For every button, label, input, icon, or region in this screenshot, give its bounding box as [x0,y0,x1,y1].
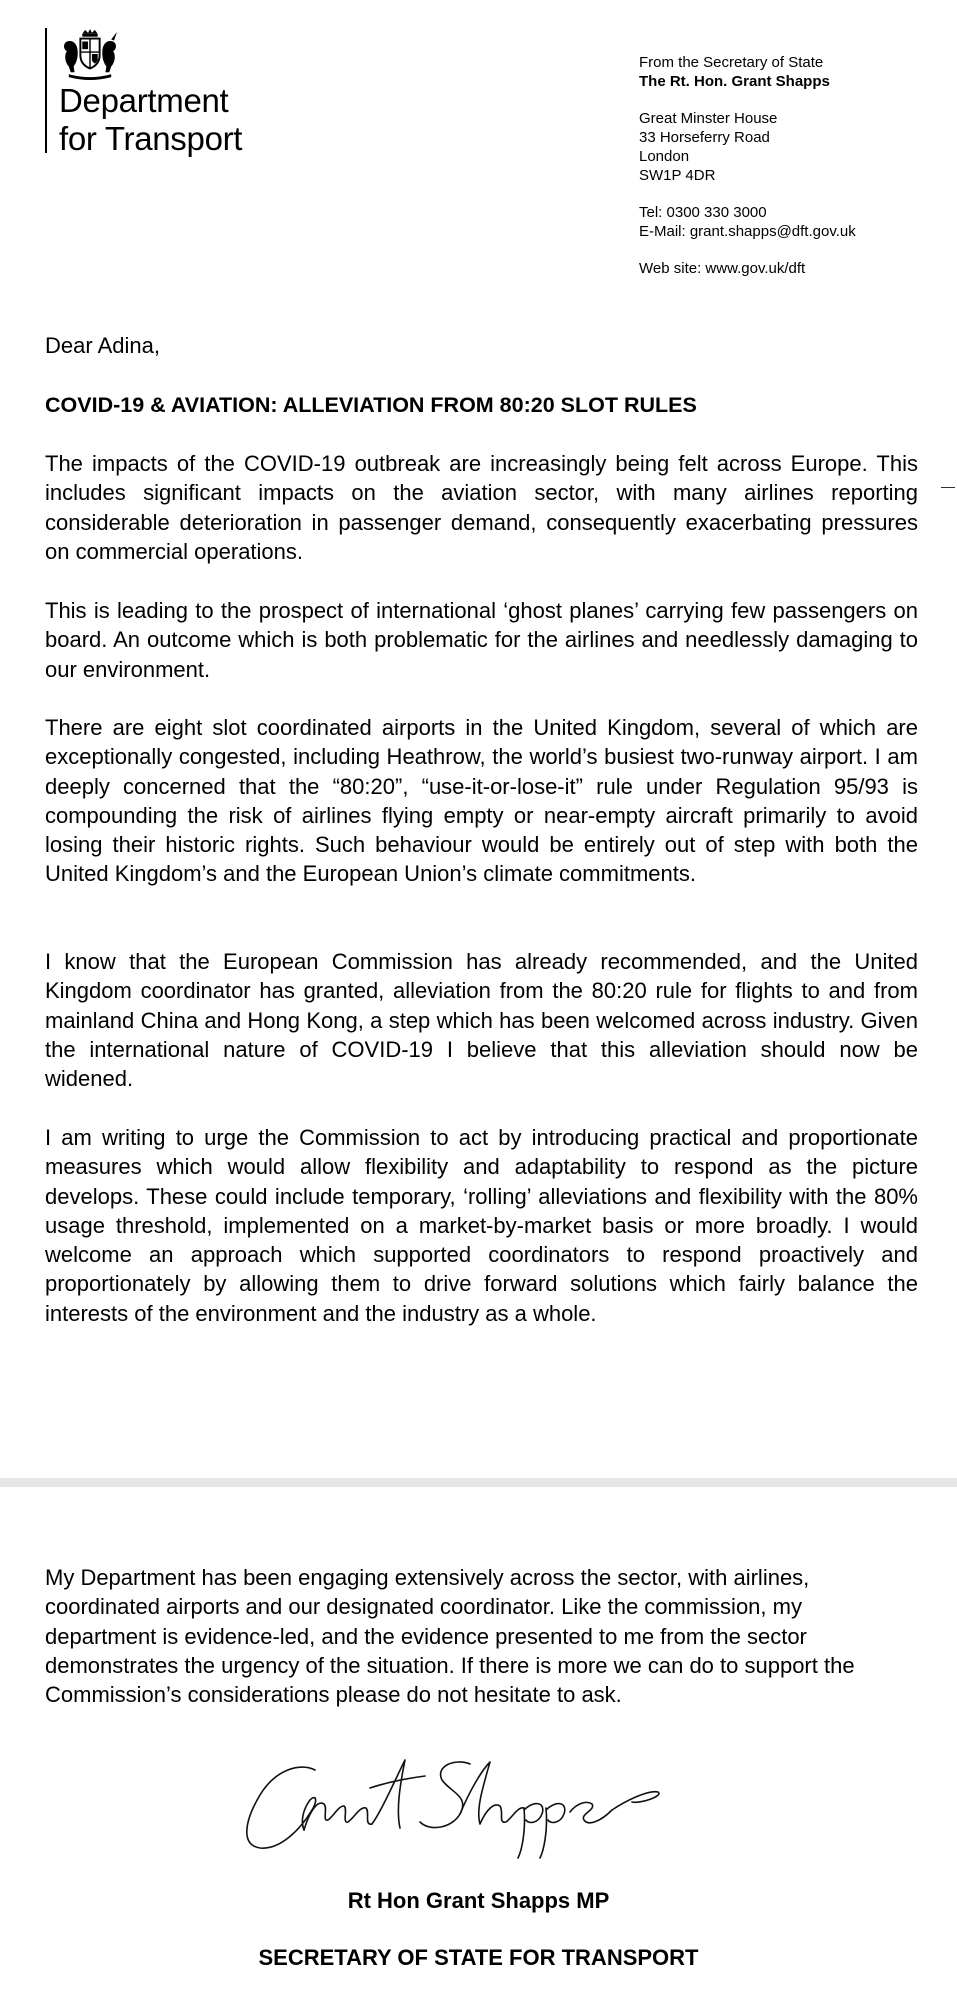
body-paragraph: The impacts of the COVID-19 outbreak are increasingly being felt across Europe. This includes significant impacts on the aviation sector, with many airlines reporting considerable deterioration in passenger demand, consequently exacerbating pressures on commercial operations. [45,451,918,564]
signatory-name: Rt Hon Grant Shapps MP [347,1888,610,1913]
handwritten-signature [220,1740,700,1860]
sender-telephone: Tel: 0300 330 3000 [639,204,767,221]
page-divider [0,1478,957,1487]
sender-details [639,53,939,278]
royal-coat-of-arms-icon [61,28,119,80]
department-name-line1: Department [59,82,229,119]
department-logo [45,28,243,157]
address-line: 33 Horseferry Road [639,129,770,146]
body-paragraph: There are eight slot coordinated airports in the United Kingdom, several of which are exceptionally congested, including Heathrow, the world’s busiest two-runway airport. I am deeply concerned that the “80:20”, “use-it-or-lose-it” rule under Regulation 95/93 is compounding the risk of airlines flying empty or near-empty aircraft primarily to avoid losing their historic rights. Such behaviour would be entirely out of step with both the United Kingdom’s and the European Union’s climate commitments. [45,715,918,887]
body-paragraph: This is leading to the prospect of international ‘ghost planes’ carrying few passengers on board. An outcome which is both problematic for the airlines and needlessly damaging to our environment. [45,598,918,682]
address-line: Great Minster House [639,110,778,127]
address-line: SW1P 4DR [639,167,716,184]
sender-from-line: From the Secretary of State [639,54,824,71]
signatory-title: SECRETARY OF STATE FOR TRANSPORT [258,1945,699,1970]
salutation: Dear Adina, [45,333,160,358]
sender-email: E-Mail: grant.shapps@dft.gov.uk [639,223,856,240]
margin-mark [941,487,955,488]
sender-name: The Rt. Hon. Grant Shapps [639,73,830,90]
department-name [59,82,242,158]
letter-subject: COVID-19 & AVIATION: ALLEVIATION FROM 80:20 SLOT RULES [45,393,697,417]
address-line: London [639,148,690,165]
department-name-line2: for Transport [59,120,243,157]
sender-website: Web site: www.gov.uk/dft [639,260,806,277]
body-paragraph: My Department has been engaging extensively across the sector, with airlines, coordinated airports and our designated coordinator. Like the commission, my department is evidence-led, and the evidence presented to me from the sector demonstrates the urgency of the situation. If there is more we can do to support the Commission’s considerations please do not hesitate to ask. [45,1565,855,1708]
body-paragraph: I am writing to urge the Commission to act by introducing practical and proportionate measures which would allow flexibility and adaptability to respond as the picture develops. These could include temporary, ‘rolling’ alleviations and flexibility with the 80% usage threshold, implemented on a market-by-market basis or more broadly. I would welcome an approach which supported coordinators to respond proactively and proportionately by allowing them to drive forward solutions which fairly balance the interests of the environment and the industry as a whole. [45,1125,918,1326]
body-paragraph: I know that the European Commission has already recommended, and the United Kingdom coordinator has granted, alleviation from the 80:20 rule for flights to and from mainland China and Hong Kong, a step which has been welcomed across industry. Given the international nature of COVID-19 I believe that this alleviation should now be widened. [45,949,918,1092]
